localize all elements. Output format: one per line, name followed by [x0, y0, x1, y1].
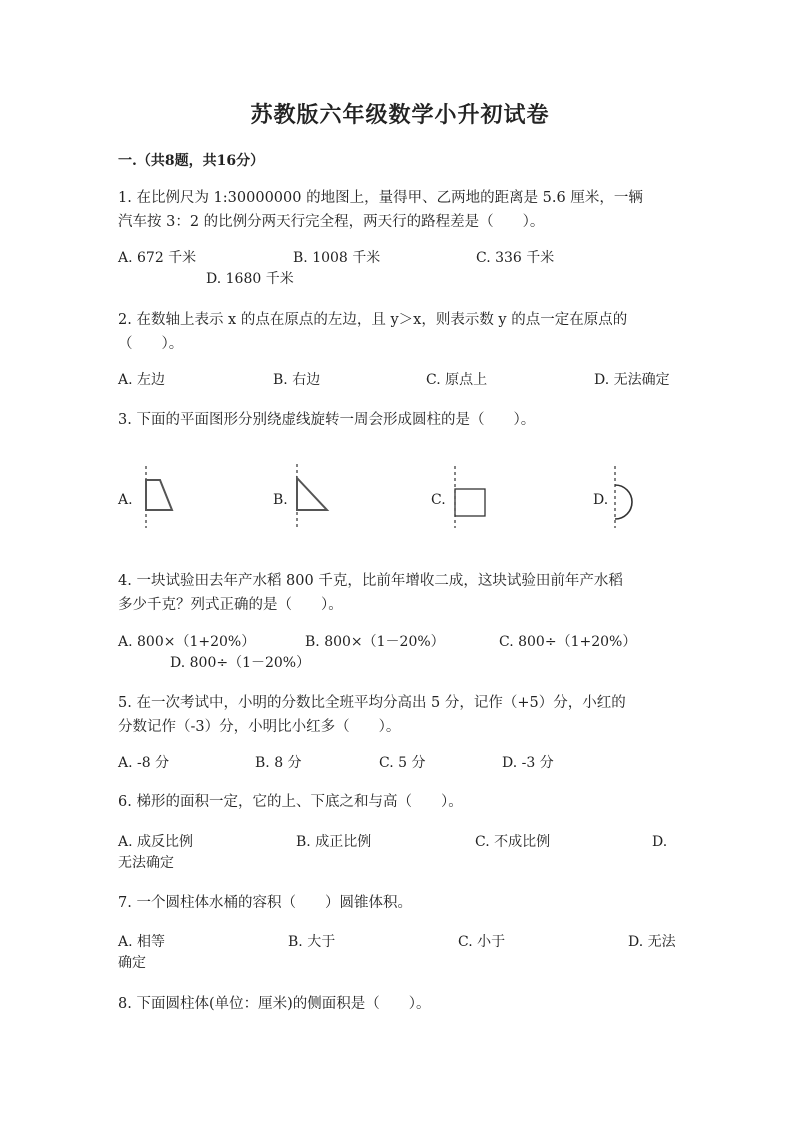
question-4-option-a[interactable]: A. 800×（1+20%）	[118, 634, 256, 650]
question-1-line-1: 1. 在比例尺为 1:30000000 的地图上，量得甲、乙两地的距离是 5.6 厘米，一辆	[118, 190, 643, 206]
semicircle-figure-icon	[609, 462, 649, 532]
question-5-option-c[interactable]: C. 5 分	[379, 755, 426, 771]
question-3-figures	[118, 462, 688, 532]
question-3-option-a[interactable]	[118, 462, 188, 532]
question-4-line-2: 多少千克？列式正确的是（ ）。	[118, 597, 343, 613]
question-7-line-1: 7. 一个圆柱体水桶的容积（ ）圆锥体积。	[118, 895, 412, 911]
question-4-option-d[interactable]: D. 800÷（1－20%）	[170, 655, 311, 671]
question-7-option-a[interactable]: A. 相等	[118, 934, 166, 950]
question-2-option-b[interactable]: B. 右边	[273, 372, 321, 388]
question-5-line-1: 5. 在一次考试中，小明的分数比全班平均分高出 5 分，记作（+5）分，小红的	[118, 695, 626, 711]
question-1-options	[118, 248, 688, 296]
question-8-line-1: 8. 下面圆柱体(单位：厘米)的侧面积是（ ）。	[118, 996, 431, 1012]
question-5-option-b[interactable]: B. 8 分	[255, 755, 302, 771]
question-3	[118, 408, 688, 432]
question-1-option-d[interactable]: D. 1680 千米	[206, 271, 294, 287]
question-8	[118, 992, 688, 1016]
question-7-option-d-continued: 确定	[118, 955, 146, 971]
question-1-option-c[interactable]: C. 336 千米	[476, 250, 555, 266]
question-7-option-d[interactable]: D. 无法	[628, 934, 676, 950]
question-5-option-a[interactable]: A. -8 分	[118, 755, 170, 771]
trapezoid-figure-icon	[140, 462, 180, 532]
question-3-line-1: 3. 下面的平面图形分别绕虚线旋转一周会形成圆柱的是（ ）。	[118, 412, 536, 428]
question-3-option-b[interactable]	[273, 462, 343, 532]
question-3-option-a-label: A.	[118, 492, 133, 508]
question-4-options	[118, 632, 688, 680]
question-1	[118, 186, 688, 234]
question-3-option-c[interactable]	[431, 462, 501, 532]
question-1-option-a[interactable]: A. 672 千米	[118, 250, 197, 266]
question-7-options	[118, 932, 688, 980]
section-heading: 一.（共8题，共16分）	[118, 153, 265, 169]
question-3-option-b-label: B.	[273, 492, 288, 508]
question-6-options	[118, 832, 688, 880]
question-2-option-a[interactable]: A. 左边	[118, 372, 166, 388]
question-2-line-2: （ ）。	[118, 336, 184, 352]
question-6	[118, 790, 688, 814]
question-1-option-b[interactable]: B. 1008 千米	[293, 250, 381, 266]
question-2-line-1: 2. 在数轴上表示 x 的点在原点的左边，且 y＞x，则表示数 y 的点一定在原点的	[118, 312, 628, 328]
question-5-line-2: 分数记作（-3）分，小明比小红多（ ）。	[118, 719, 401, 735]
question-7	[118, 891, 688, 915]
question-4	[118, 569, 688, 617]
question-6-option-c[interactable]: C. 不成比例	[475, 834, 551, 850]
question-4-line-1: 4. 一块试验田去年产水稻 800 千克，比前年增收二成，这块试验田前年产水稻	[118, 573, 623, 589]
question-2-option-d[interactable]: D. 无法确定	[594, 372, 670, 388]
question-6-option-a[interactable]: A. 成反比例	[118, 834, 194, 850]
question-7-option-c[interactable]: C. 小于	[458, 934, 506, 950]
question-2	[118, 308, 688, 356]
question-6-option-d[interactable]: D.	[652, 834, 668, 850]
question-6-option-b[interactable]: B. 成正比例	[296, 834, 372, 850]
question-5-option-d[interactable]: D. -3 分	[502, 755, 554, 771]
page-title: 苏教版六年级数学小升初试卷	[250, 102, 550, 128]
question-4-option-c[interactable]: C. 800÷（1+20%）	[499, 634, 637, 650]
question-5	[118, 691, 688, 739]
question-3-option-c-label: C.	[431, 492, 446, 508]
question-3-option-d-label: D.	[593, 492, 609, 508]
question-1-line-2: 汽车按 3：2 的比例分两天行完全程，两天行的路程差是（ ）。	[118, 214, 545, 230]
question-2-option-c[interactable]: C. 原点上	[426, 372, 488, 388]
question-6-option-d-continued: 无法确定	[118, 855, 174, 871]
triangle-figure-icon	[291, 462, 336, 532]
question-4-option-b[interactable]: B. 800×（1－20%）	[305, 634, 445, 650]
rectangle-figure-icon	[449, 462, 499, 532]
question-7-option-b[interactable]: B. 大于	[288, 934, 336, 950]
question-3-option-d[interactable]	[593, 462, 663, 532]
question-6-line-1: 6. 梯形的面积一定，它的上、下底之和与高（ ）。	[118, 794, 463, 810]
